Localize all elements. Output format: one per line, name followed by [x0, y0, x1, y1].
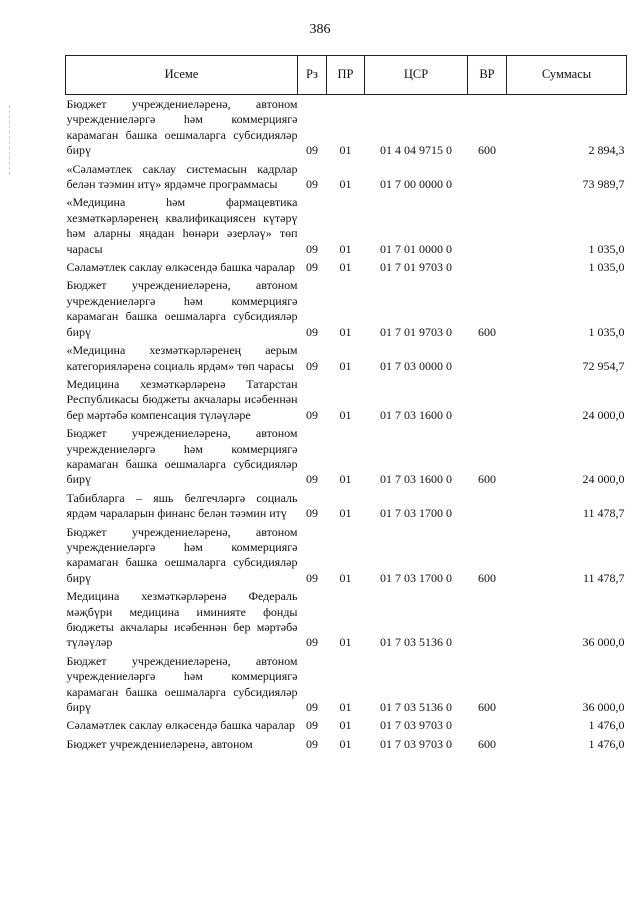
row-rz: 09	[306, 736, 318, 751]
table-row	[66, 258, 627, 276]
row-rz: 09	[306, 700, 318, 715]
row-name: «Медицина һәм фармацевтика хезмәткәрләренең квалификациясен күтәрү һәм аларны яңадан һөнәри әзерләү» төп чарасы	[66, 195, 298, 256]
row-rz: 09	[306, 407, 318, 422]
table-row	[66, 587, 627, 652]
header-rz: Рз	[298, 56, 327, 95]
row-csr: 01 7 03 1700 0	[380, 570, 452, 585]
table-row	[66, 375, 627, 424]
row-vr	[468, 716, 507, 734]
row-vr	[468, 193, 507, 258]
margin-mark	[9, 105, 12, 175]
row-pr: 01	[339, 358, 352, 373]
row-sum: 24 000,0	[582, 407, 625, 422]
table-row	[66, 735, 627, 753]
row-pr: 01	[339, 635, 352, 650]
row-vr	[468, 258, 507, 276]
header-pr: ПР	[327, 56, 365, 95]
row-pr: 01	[339, 736, 352, 751]
row-pr: 01	[339, 143, 352, 158]
row-sum: 73 989,7	[582, 177, 625, 192]
row-pr: 01	[339, 700, 352, 715]
row-vr: 600	[478, 570, 496, 585]
row-csr: 01 7 03 5136 0	[380, 700, 452, 715]
row-name: Бюджет учреждениеләренә, автоном учреждениеләргә һәм коммерциягә карамаган башка оешмаларга субсидияләр бирү	[66, 524, 298, 585]
row-name: «Медицина хезмәткәрләренең аерым категорияләренә социаль ярдәм» төп чарасы	[66, 343, 298, 373]
table-row	[66, 652, 627, 717]
row-vr: 600	[478, 143, 496, 158]
row-vr	[468, 587, 507, 652]
row-vr	[468, 160, 507, 194]
row-name: Бюджет учреждениеләренә, автоном учреждениеләргә һәм коммерциягә карамаган башка оешмаларга субсидияләр бирү	[66, 653, 298, 715]
row-csr: 01 7 03 1700 0	[380, 506, 452, 521]
row-sum: 1 476,0	[588, 718, 625, 733]
row-vr: 600	[478, 736, 496, 751]
table-row	[66, 489, 627, 523]
row-vr	[468, 341, 507, 375]
table-row	[66, 716, 627, 734]
header-csr: ЦСР	[365, 56, 468, 95]
row-csr: 01 7 03 5136 0	[380, 635, 452, 650]
row-pr: 01	[339, 472, 352, 487]
row-rz: 09	[306, 472, 318, 487]
row-sum: 1 035,0	[588, 324, 625, 339]
row-vr	[468, 489, 507, 523]
row-sum: 2 894,3	[588, 143, 625, 158]
row-name: Бюджет учреждениеләренә, автоном учреждениеләргә һәм коммерциягә карамаган башка оешмаларга субсидияләр бирү	[66, 278, 298, 339]
row-sum: 11 478,7	[582, 506, 625, 521]
table-body	[66, 95, 627, 754]
row-sum: 36 000,0	[582, 700, 625, 715]
row-csr: 01 7 03 0000 0	[380, 358, 452, 373]
table-row	[66, 95, 627, 160]
row-rz: 09	[306, 570, 318, 585]
row-sum: 1 476,0	[588, 736, 625, 751]
table-row	[66, 193, 627, 258]
row-name: Бюджет учреждениеләренә, автоном учреждениеләргә һәм коммерциягә карамаган башка оешмаларга субсидияләр бирү	[66, 97, 298, 158]
row-name: «Сәламәтлек саклау системасын кадрлар белән тәэмин итү» ярдәмче программасы	[66, 161, 298, 192]
table-row	[66, 276, 627, 341]
table-row	[66, 160, 627, 194]
row-csr: 01 4 04 9715 0	[380, 143, 452, 158]
table-row	[66, 424, 627, 489]
row-sum: 24 000,0	[582, 472, 625, 487]
row-pr: 01	[339, 241, 352, 256]
row-csr: 01 7 01 9703 0	[380, 260, 452, 275]
row-name: Медицина хезмәткәрләренә Татарстан Республикасы бюджеты акчалары исәбеннән бер мәртәбә компенсация түләүләре	[66, 376, 298, 422]
row-rz: 09	[306, 177, 318, 192]
row-csr: 01 7 03 9703 0	[380, 718, 452, 733]
row-pr: 01	[339, 718, 352, 733]
row-rz: 09	[306, 506, 318, 521]
row-csr: 01 7 00 0000 0	[380, 177, 452, 192]
table-row	[66, 523, 627, 588]
row-sum: 1 035,0	[588, 241, 625, 256]
row-name: Медицина хезмәткәрләренә Федераль мәҗбүри медицина иминияте фонды бюджеты акчалары исәбеннән бер мәртәбә түләүләр	[66, 589, 298, 650]
row-name: Сәламәтлек саклау өлкәсендә башка чаралар	[66, 718, 296, 733]
row-sum: 72 954,7	[582, 358, 625, 373]
row-csr: 01 7 01 9703 0	[380, 324, 452, 339]
row-rz: 09	[306, 718, 318, 733]
row-rz: 09	[306, 635, 318, 650]
row-rz: 09	[306, 358, 318, 373]
row-sum: 11 478,7	[582, 570, 625, 585]
row-rz: 09	[306, 241, 318, 256]
page-number: 386	[309, 22, 331, 37]
row-csr: 01 7 01 0000 0	[380, 241, 452, 256]
row-name: Бюджет учреждениеләренә, автоном	[66, 736, 253, 751]
row-rz: 09	[306, 143, 318, 158]
row-pr: 01	[339, 177, 352, 192]
row-csr: 01 7 03 1600 0	[380, 472, 452, 487]
row-rz: 09	[306, 260, 318, 275]
header-vr: ВР	[468, 56, 507, 95]
row-pr: 01	[339, 260, 352, 275]
row-sum: 36 000,0	[582, 635, 625, 650]
row-vr: 600	[478, 324, 496, 339]
header-name: Исеме	[66, 56, 298, 95]
row-name: Бюджет учреждениеләренә, автоном учреждениеләргә һәм коммерциягә карамаган башка оешмаларга субсидияләр бирү	[66, 426, 298, 487]
row-name: Сәламәтлек саклау өлкәсендә башка чаралар	[66, 260, 296, 275]
row-pr: 01	[339, 324, 352, 339]
budget-table	[65, 55, 627, 753]
row-vr: 600	[478, 472, 496, 487]
row-csr: 01 7 03 1600 0	[380, 407, 452, 422]
row-sum: 1 035,0	[588, 260, 625, 275]
row-csr: 01 7 03 9703 0	[380, 736, 452, 751]
row-pr: 01	[339, 407, 352, 422]
table-header	[66, 56, 627, 95]
row-pr: 01	[339, 570, 352, 585]
row-rz: 09	[306, 324, 318, 339]
header-sum: Суммасы	[507, 56, 627, 95]
row-pr: 01	[339, 506, 352, 521]
row-vr	[468, 375, 507, 424]
row-vr: 600	[478, 700, 496, 715]
table-row	[66, 341, 627, 375]
row-name: Табибларга – яшь белгечләргә социаль ярдәм чараларын финанс белән тәэмин итү	[66, 490, 298, 521]
